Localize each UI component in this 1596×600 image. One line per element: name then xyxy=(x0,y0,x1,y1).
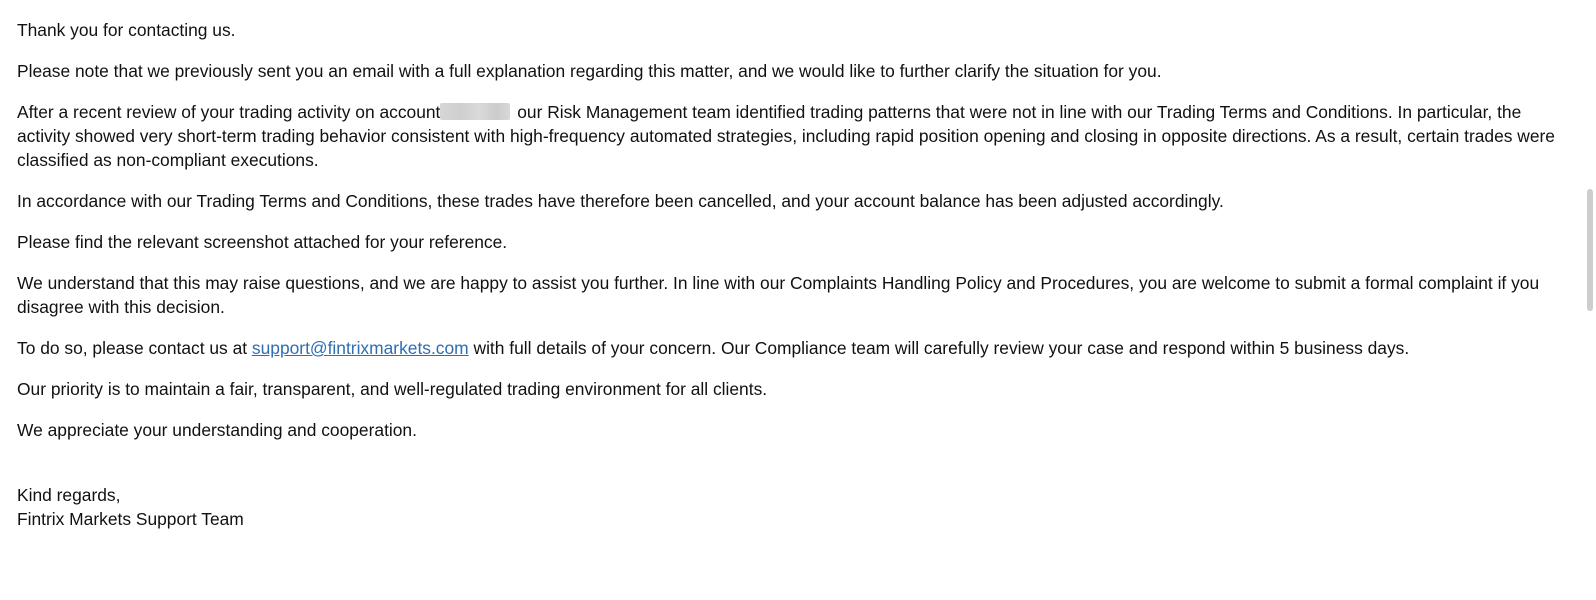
paragraph-complaints: We understand that this may raise questions, and we are happy to assist you further. In line with our Complaints Handling Policy and Procedures, you are welcome to submit a formal complaint if you disagree with this decision. xyxy=(17,273,1540,317)
email-body xyxy=(17,18,1562,531)
paragraph-cancellation: In accordance with our Trading Terms and Conditions, these trades have therefore been cancelled, and your account balance has been adjusted accordingly. xyxy=(17,191,1224,211)
redacted-account-number xyxy=(440,103,510,120)
scrollbar-thumb[interactable] xyxy=(1587,189,1593,311)
review-text-end: our Risk Management team identified trading patterns that were not in line with our Trading Terms and Conditions. In particular, the activity showed very short-term trading behavior consistent with high-frequency automated strategies, including rapid position opening and closing in opposite directions. As a result, certain trades were classified as non-compliant executions. xyxy=(17,102,1555,170)
paragraph-contact xyxy=(17,336,1562,360)
signature-text: Fintrix Markets Support Team xyxy=(17,509,244,529)
paragraph-screenshot: Please find the relevant screenshot attached for your reference. xyxy=(17,232,508,252)
paragraph-appreciation: We appreciate your understanding and cooperation. xyxy=(17,420,417,440)
paragraph-priority: Our priority is to maintain a fair, transparent, and well-regulated trading environment for all clients. xyxy=(17,379,768,399)
greeting-text: Thank you for contacting us. xyxy=(17,20,236,40)
closing-text: Kind regards, xyxy=(17,485,121,505)
support-email-link[interactable]: support@fintrixmarkets.com xyxy=(251,338,469,358)
contact-text-end: with full details of your concern. Our Compliance team will carefully review your case and respond within 5 business days. xyxy=(468,338,1410,358)
contact-text-start: To do so, please contact us at xyxy=(17,338,252,358)
paragraph-previous-email: Please note that we previously sent you an email with a full explanation regarding this matter, and we would like to further clarify the situation for you. xyxy=(17,61,1162,81)
paragraph-review xyxy=(17,100,1562,172)
signoff xyxy=(17,483,1562,531)
review-text-start: After a recent review of your trading activity on account xyxy=(17,102,441,122)
vertical-scrollbar[interactable] xyxy=(1584,0,1596,600)
